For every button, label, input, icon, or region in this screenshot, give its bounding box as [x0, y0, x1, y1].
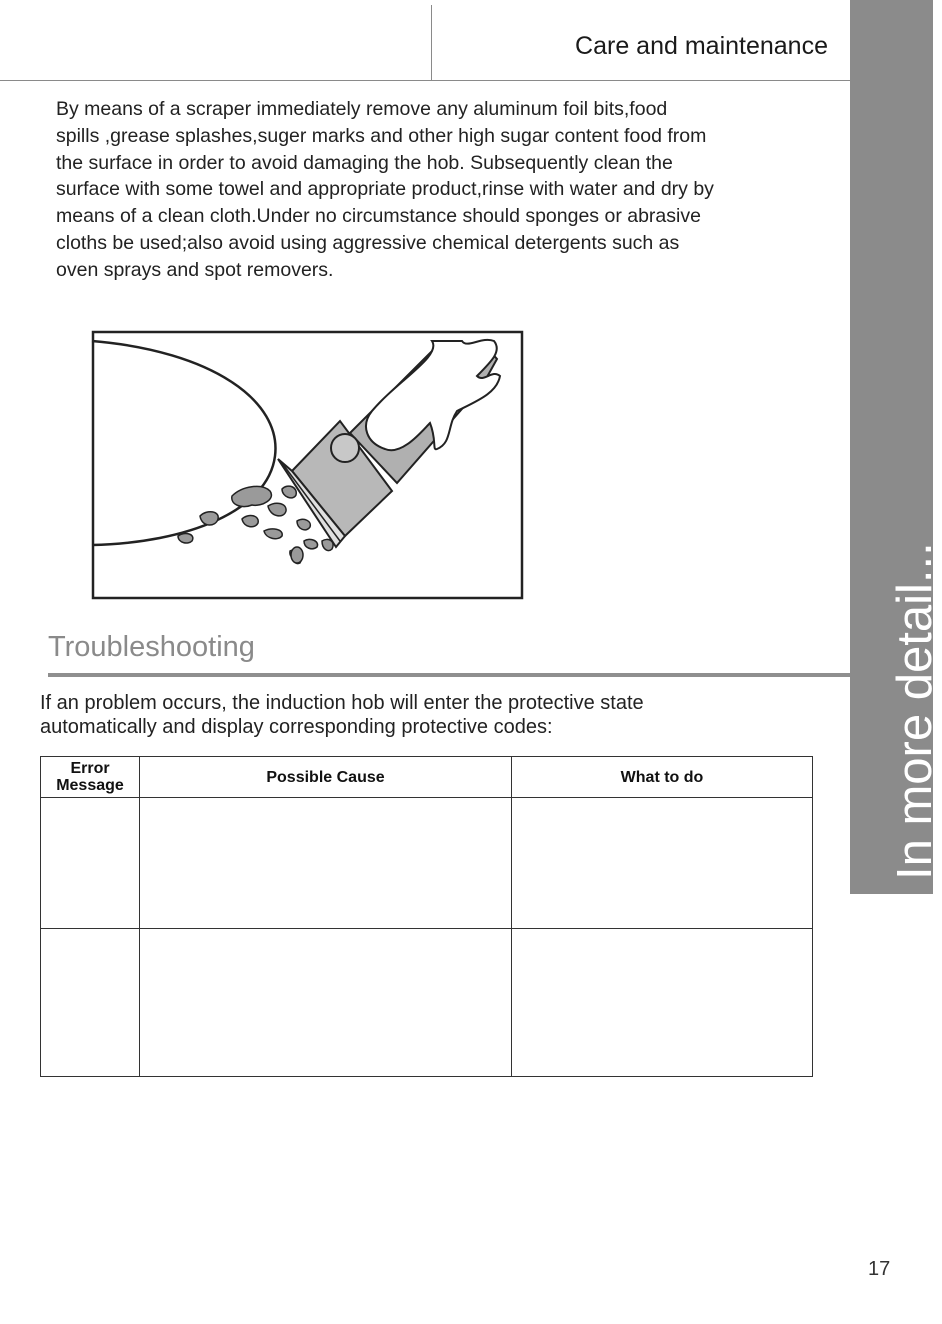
table-cell	[41, 929, 140, 1077]
side-tab-label: In more detail...	[888, 542, 942, 880]
table-row	[41, 929, 813, 1077]
table-header-row	[41, 757, 813, 798]
section-title-troubleshooting: Troubleshooting	[48, 631, 255, 663]
side-tab	[850, 0, 942, 894]
page-number: 17	[868, 1258, 891, 1280]
header-rule	[0, 80, 850, 81]
scraper-cleaning-illustration	[92, 331, 523, 599]
header-possible-cause: Possible Cause	[140, 757, 512, 798]
troubleshooting-lead: If an problem occurs, the induction hob will enter the protective state automatically and display corresponding protective codes:	[40, 692, 644, 738]
header-what-to-do: What to do	[512, 757, 813, 798]
section-rule	[48, 673, 850, 677]
table-row	[41, 798, 813, 929]
table-cell	[512, 798, 813, 929]
page-title: Care and maintenance	[575, 32, 828, 60]
header-divider	[431, 5, 432, 80]
header-error-message: Error Message	[41, 757, 140, 798]
table-cell	[140, 929, 512, 1077]
table-cell	[140, 798, 512, 929]
table-cell	[512, 929, 813, 1077]
intro-paragraph: By means of a scraper immediately remove any aluminum foil bits,food spills ,grease splashes,suger marks and other high sugar content food from the surface in order to avoid damaging the hob. Subsequently clean the surface with some towel and appropriate product,rinse with water and dry by means of a clean cloth.Under no circumstance should sponges or abrasive cloths be used;also avoid using aggressive chemical detergents such as oven sprays and spot removers.	[56, 98, 714, 281]
troubleshooting-table	[40, 756, 813, 1077]
table-cell	[41, 798, 140, 929]
